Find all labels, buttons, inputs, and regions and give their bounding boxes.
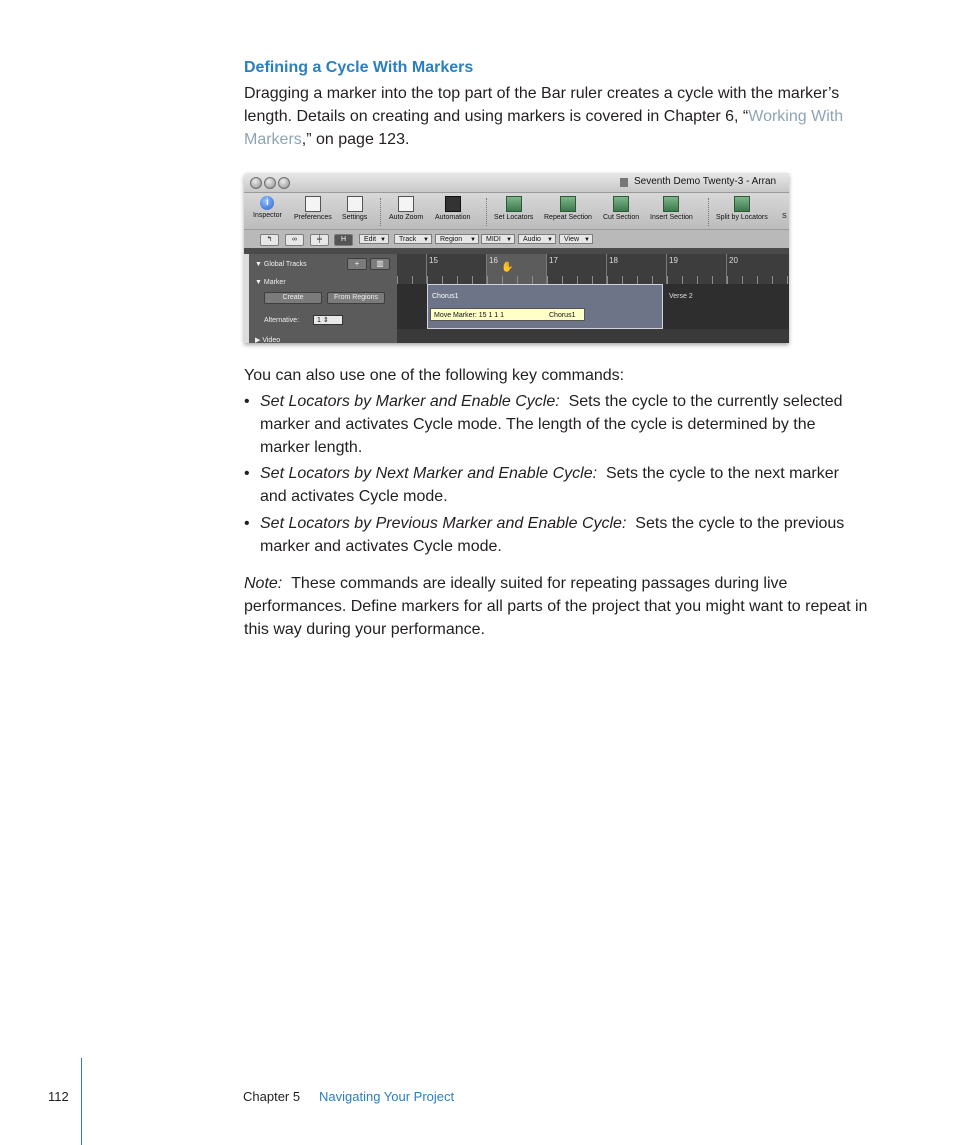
key-command-term: Set Locators by Previous Marker and Enable Cycle: — [260, 515, 627, 532]
video-track-lane — [397, 329, 789, 343]
global-tracks-row[interactable]: ▼ Global Tracks — [255, 261, 307, 268]
global-track-config-button[interactable]: ▥ — [370, 258, 390, 270]
set-locators-button[interactable]: Set Locators — [494, 196, 533, 221]
hide-button[interactable]: ╪ — [310, 234, 329, 246]
repeat-section-button[interactable]: Repeat Section — [544, 196, 592, 221]
region-menu[interactable]: Region ▼ — [435, 234, 479, 244]
footer-divider — [81, 1058, 82, 1145]
set-locators-icon — [506, 196, 522, 212]
audio-menu[interactable]: Audio ▼ — [518, 234, 556, 244]
cut-section-icon — [613, 196, 629, 212]
window-title: Seventh Demo Twenty-3 - Arran — [634, 176, 777, 187]
bullet-symbol: • — [244, 515, 250, 532]
view-menu[interactable]: View ▼ — [559, 234, 593, 244]
preferences-icon — [305, 196, 321, 212]
split-icon — [734, 196, 750, 212]
cross-reference-link[interactable]: Working With Markers — [244, 108, 844, 148]
key-command-term: Set Locators by Marker and Enable Cycle: — [260, 393, 560, 410]
key-command-term: Set Locators by Next Marker and Enable Cycle: — [260, 465, 598, 482]
toolbar-separator — [380, 198, 382, 226]
key-command-description: Sets the cycle to the next marker and activates Cycle mode. — [260, 465, 839, 505]
bar-number: 15 — [429, 256, 438, 265]
split-by-locators-button[interactable]: Split by Locators — [716, 196, 768, 221]
bullet-item — [244, 390, 864, 459]
section-heading: Defining a Cycle With Markers — [244, 59, 474, 76]
truncated-toolbar-button[interactable]: S — [782, 213, 787, 220]
video-track-header[interactable]: ▶ Video — [255, 337, 281, 343]
bar-ruler[interactable] — [397, 254, 789, 284]
create-marker-button[interactable]: Create — [264, 292, 322, 304]
cut-section-button[interactable]: Cut Section — [603, 196, 639, 221]
edit-menu[interactable]: Edit ▼ — [359, 234, 389, 244]
marker-track-lane[interactable] — [397, 284, 789, 329]
insert-section-icon — [663, 196, 679, 212]
local-menu-bar — [244, 229, 789, 249]
intro-paragraph — [244, 82, 874, 151]
hand-cursor-icon: ✋ — [501, 262, 514, 273]
auto-zoom-icon — [398, 196, 414, 212]
footer-chapter-title[interactable]: Navigating Your Project — [319, 1089, 455, 1104]
bar-number: 20 — [729, 256, 738, 265]
bullet-symbol: • — [244, 465, 250, 482]
bar-number: 18 — [609, 256, 618, 265]
preferences-button[interactable]: Preferences — [294, 196, 332, 221]
link-button[interactable]: ∞ — [285, 234, 304, 246]
key-command-description: Sets the cycle to the previous marker and activates Cycle mode. — [260, 515, 845, 555]
ruler-ticks — [397, 276, 789, 284]
next-marker-label[interactable]: Verse 2 — [669, 293, 693, 300]
toolbar-separator — [486, 198, 488, 226]
footer-chapter: Chapter 5 — [243, 1089, 301, 1104]
h-button[interactable]: H — [334, 234, 353, 246]
marker-region-label: Chorus1 — [432, 293, 459, 300]
add-global-track-button[interactable]: + — [347, 258, 367, 270]
key-command-description: Sets the cycle to the currently selected marker and activates Cycle mode. The length of the cycle is determined by the marker length. — [260, 393, 843, 456]
toolbar — [244, 193, 789, 229]
tooltip-marker-name: Chorus1 — [549, 312, 576, 319]
alternative-label: Alternative: — [264, 317, 300, 324]
from-regions-button[interactable]: From Regions — [327, 292, 385, 304]
intro-text-2: ,” on page 123. — [301, 131, 410, 148]
bullet-symbol: • — [244, 393, 250, 410]
marker-track-header[interactable]: ▼ Marker — [255, 279, 286, 286]
toolbar-separator — [708, 198, 710, 226]
move-marker-tooltip — [430, 308, 585, 321]
midi-menu[interactable]: MIDI ▼ — [481, 234, 515, 244]
info-icon: i — [260, 196, 274, 210]
note-text: These commands are ideally suited for repeating passages during live performances. Define markers for all parts of the project that you might want to repeat in this way during your performance. — [244, 575, 868, 638]
settings-icon — [347, 196, 363, 212]
automation-button[interactable]: Automation — [435, 196, 470, 221]
page-number: 112 — [48, 1089, 69, 1104]
intro-text-1: Dragging a marker into the top part of the Bar ruler creates a cycle with the marker’s length. Details on creating and using markers is covered in Chapter 6, “ — [244, 85, 840, 125]
marker-region[interactable] — [427, 284, 663, 329]
bar-number: 16 — [489, 256, 498, 265]
note-paragraph — [244, 572, 874, 641]
catch-button[interactable]: ↰ — [260, 234, 279, 246]
key-commands-intro: You can also use one of the following key commands: — [244, 367, 625, 384]
note-label: Note: — [244, 575, 283, 592]
auto-zoom-button[interactable]: Auto Zoom — [389, 196, 423, 221]
zoom-window-icon[interactable] — [278, 177, 290, 189]
insert-section-button[interactable]: Insert Section — [650, 196, 693, 221]
window-titlebar — [244, 173, 789, 193]
tooltip-action: Move Marker: 15 1 1 1 — [434, 312, 505, 319]
bullet-item — [244, 512, 864, 558]
global-tracks-panel — [249, 254, 397, 343]
bar-number: 17 — [549, 256, 558, 265]
automation-icon — [445, 196, 461, 212]
repeat-section-icon — [560, 196, 576, 212]
arrange-window-screenshot — [244, 173, 789, 343]
bullet-item — [244, 462, 864, 508]
alternative-select[interactable]: 1 ⇕ — [313, 315, 343, 325]
track-menu[interactable]: Track ▼ — [394, 234, 432, 244]
minimize-window-icon[interactable] — [264, 177, 276, 189]
document-icon — [620, 178, 628, 187]
inspector-button[interactable]: i Inspector — [253, 197, 282, 219]
settings-button[interactable]: Settings — [342, 196, 367, 221]
close-window-icon[interactable] — [250, 177, 262, 189]
bar-number: 19 — [669, 256, 678, 265]
